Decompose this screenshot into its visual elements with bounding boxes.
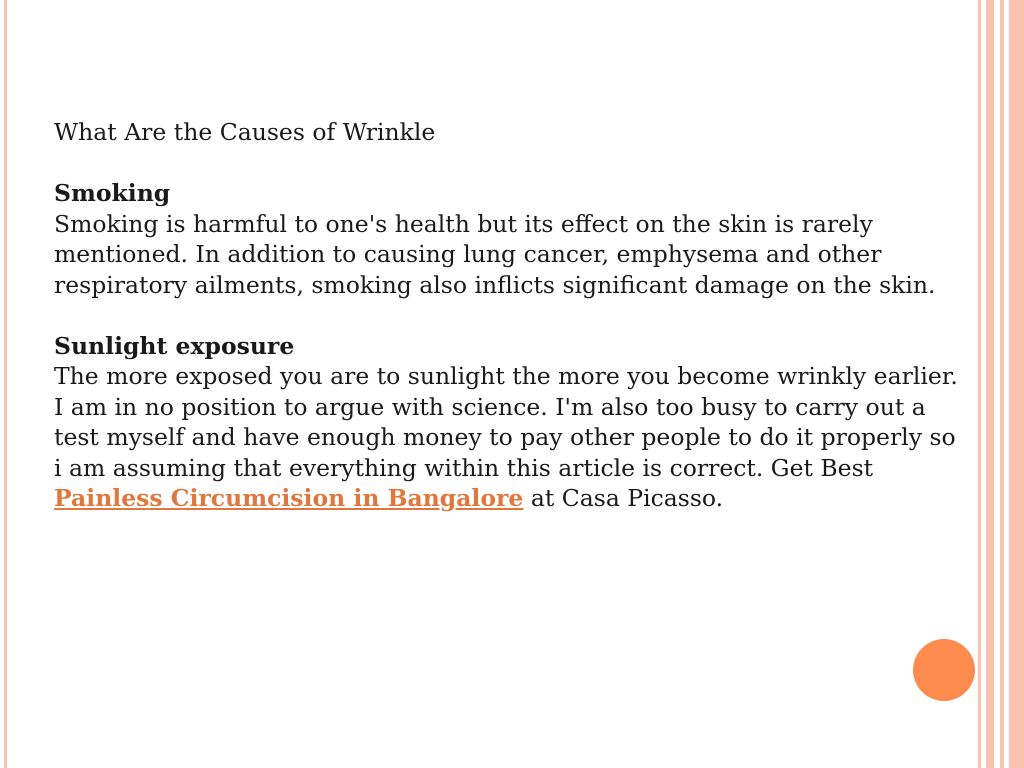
section-body-sunlight — [54, 361, 969, 514]
right-stripe-decoration — [1000, 0, 1004, 768]
section-heading-sunlight: Sunlight exposure — [54, 331, 295, 360]
right-stripe-decoration — [978, 0, 981, 768]
spacer — [54, 300, 969, 331]
decorative-circle — [913, 639, 975, 701]
section-heading-smoking: Smoking — [54, 179, 171, 207]
left-border-decoration — [4, 0, 7, 768]
body-text-after-link: at Casa Picasso. — [523, 484, 724, 512]
slide-title: What Are the Causes of Wrinkle — [54, 118, 436, 146]
body-text-before-link: The more exposed you are to sunlight the more you become wrinkly earlier. I am in no position to argue with science. I'm also too busy to carry out a test myself and have enough money to pay other people to do it properly so i am assuming that everything within this article is correct. Get Best — [54, 362, 958, 482]
slide-content — [54, 117, 969, 514]
circumcision-link[interactable]: Painless Circumcision in Bangalore — [54, 484, 524, 512]
right-stripe-decoration — [1009, 0, 1024, 768]
spacer — [54, 148, 969, 179]
section-body-smoking: Smoking is harmful to one's health but its effect on the skin is rarely mentioned. In addition to causing lung cancer, emphysema and other respiratory ailments, smoking also inflicts significant damage on the skin. — [54, 209, 936, 299]
right-stripe-decoration — [986, 0, 994, 768]
